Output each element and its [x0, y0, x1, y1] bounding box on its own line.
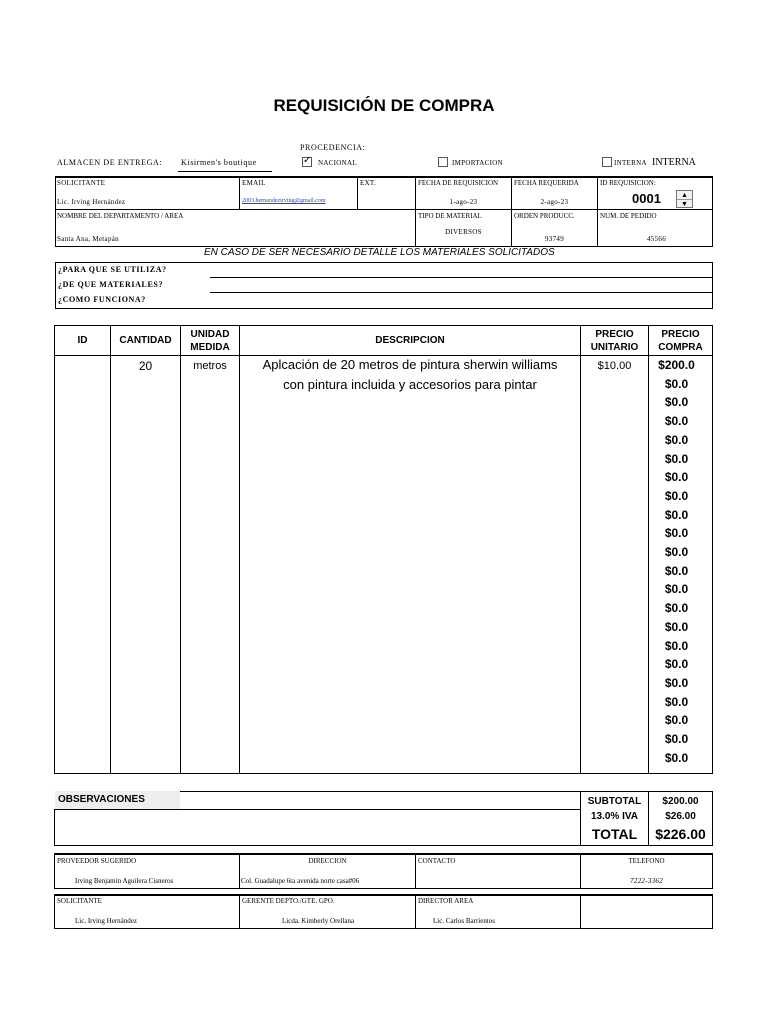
question-funciona: ¿COMO FUNCIONA?	[58, 295, 146, 304]
nacional-checkbox[interactable]	[302, 157, 312, 167]
precio-compra-cell: $0.0	[664, 732, 689, 746]
total-label: TOTAL	[591, 826, 638, 842]
precio-compra-cell: $0.0	[664, 657, 689, 672]
iva-value: $26.00	[665, 811, 696, 822]
row-descripcion-line2: con pintura incluida y accesorios para pintar	[283, 377, 537, 392]
precio-compra-cell: $0.0	[664, 507, 689, 522]
precio-compra-cell: $0.0	[664, 563, 689, 578]
almacen-label: ALMACEN DE ENTREGA:	[57, 158, 163, 167]
precio-compra-cell: $0.0	[664, 395, 689, 410]
id-requisicion-label: ID REQUISICION:	[600, 179, 656, 187]
direccion-value: Col. Guadalupe 6ta avenida norte casa#06	[241, 877, 360, 885]
orden-produccion-value: 93749	[545, 235, 564, 243]
header-unidad-line2: MEDIDA	[190, 341, 230, 353]
tipo-material-label: TIPO DE MATERIAL	[418, 212, 482, 220]
proveedor-label: PROVEEDOR SUGERIDO	[57, 857, 137, 865]
observaciones-label: OBSERVACIONES	[58, 794, 145, 805]
items-table	[54, 325, 713, 774]
firma-solicitante-label: SOLICITANTE	[57, 897, 102, 905]
procedencia-label: PROCEDENCIA:	[300, 143, 366, 152]
interna-checkbox[interactable]	[602, 157, 612, 167]
interna-label-2: INTERNA	[652, 157, 696, 168]
num-pedido-value: 45566	[647, 235, 666, 243]
precio-compra-cell: $0.0	[664, 582, 689, 597]
header-unidad	[181, 326, 239, 355]
precio-compra-cell: $0.0	[664, 432, 689, 447]
precio-compra-cell: $0.0	[664, 414, 689, 429]
checkmark-icon: ✓	[303, 155, 312, 166]
importacion-label: IMPORTACION	[452, 159, 503, 167]
header-precio-compra	[649, 326, 712, 355]
question-uso: ¿PARA QUE SE UTILIZA?	[58, 265, 167, 274]
header-precio-unitario	[581, 326, 648, 355]
director-value: Lic. Carlos Barrientos	[433, 917, 496, 925]
email-label: EMAIL	[242, 179, 266, 187]
precio-compra-cell: $0.0	[664, 694, 689, 709]
detalle-note: EN CASO DE SER NECESARIO DETALLE LOS MATERIALES SOLICITADOS	[204, 247, 555, 258]
solicitante-value: Lic. Irving Hernández	[57, 198, 126, 206]
spinner-down-icon[interactable]: ▼	[677, 199, 692, 208]
importacion-checkbox[interactable]	[438, 157, 448, 167]
contacto-label: CONTACTO	[418, 857, 456, 865]
proveedor-value: Irving Benjamín Aguilera Cisneros	[75, 877, 174, 885]
fecha-requerida-label: FECHA REQUERIDA	[514, 179, 579, 187]
id-requisicion-value[interactable]: 0001	[632, 191, 661, 206]
firma-solicitante-value: Lic. Irving Hernández	[75, 917, 137, 925]
id-spinner[interactable]	[676, 190, 693, 208]
row-precio-unitario: $10.00	[597, 360, 632, 372]
telefono-value: 7222-3362	[629, 877, 664, 885]
header-id: ID	[77, 335, 88, 346]
fecha-requerida-value: 2-ago-23	[540, 198, 569, 206]
departamento-label: NOMBRE DEL DEPARTAMENTO / AREA	[57, 212, 184, 220]
fecha-requisicion-value: 1-ago-23	[449, 198, 478, 206]
header-precio-unitario-line1: PRECIO	[595, 328, 634, 340]
page-title: REQUISICIÓN DE COMPRA	[273, 96, 495, 115]
director-label: DIRECTOR AREA	[418, 897, 474, 905]
precio-compra-cell: $0.0	[664, 470, 689, 485]
header-cantidad: CANTIDAD	[119, 335, 172, 346]
gerente-value: Licda. Kimberly Orellana	[282, 917, 355, 925]
telefono-label: TELEFONO	[628, 857, 665, 865]
subtotal-label: SUBTOTAL	[587, 796, 642, 807]
departamento-value: Santa Ana, Metapán	[57, 235, 119, 243]
precio-compra-cell: $0.0	[664, 619, 689, 634]
header-descripcion: DESCRIPCION	[375, 335, 445, 346]
solicitante-label: SOLICITANTE	[57, 179, 106, 187]
precio-compra-cell: $0.0	[664, 526, 689, 541]
interna-label: INTERNA	[614, 159, 647, 167]
header-precio-unitario-line2: UNITARIO	[590, 341, 639, 353]
precio-compra-cell: $0.0	[664, 675, 689, 690]
precio-compra-cell: $0.0	[664, 713, 689, 728]
row-descripcion-line1: Aplcación de 20 metros de pintura sherwin williams	[262, 357, 558, 372]
email-link[interactable]: 2003.hernandezirving@gmail.com	[242, 198, 326, 204]
ext-label: EXT.	[360, 179, 377, 187]
gerente-label: GERENTE DEPTO./GTE. GPO.	[242, 897, 335, 905]
precio-compra-cell: $0.0	[664, 545, 689, 559]
precio-compra-cell: $0.0	[664, 488, 689, 503]
spinner-up-icon[interactable]: ▲	[681, 191, 688, 199]
subtotal-value: $200.00	[662, 796, 699, 807]
precio-compra-cell: $0.0	[664, 376, 689, 391]
row-unidad: metros	[193, 360, 227, 372]
precio-compra-cell: $200.0	[658, 358, 695, 372]
tipo-material-value: DIVERSOS	[445, 228, 482, 236]
nacional-label: NACIONAL	[318, 159, 357, 167]
total-value: $226.00	[655, 826, 706, 842]
num-pedido-label: NUM. DE PEDIDO	[600, 212, 657, 220]
header-precio-compra-line1: PRECIO	[661, 328, 700, 340]
almacen-value: Kisirmen's boutique	[181, 158, 257, 167]
precio-compra-cell: $0.0	[664, 750, 689, 765]
row-cantidad: 20	[138, 359, 153, 373]
iva-label: 13.0% IVA	[590, 811, 639, 822]
orden-produccion-label: ORDEN PRODUCC.	[514, 212, 575, 220]
precio-compra-cell: $0.0	[664, 601, 689, 616]
header-precio-compra-line2: COMPRA	[658, 341, 703, 353]
direccion-label: DIRECCION	[308, 857, 347, 865]
question-materiales: ¿DE QUE MATERIALES?	[58, 280, 164, 289]
header-unidad-line1: UNIDAD	[190, 328, 230, 340]
precio-compra-cell: $0.0	[664, 451, 689, 466]
precio-compra-cell: $0.0	[664, 638, 689, 653]
fecha-requisicion-label: FECHA DE REQUISICION	[418, 179, 499, 187]
